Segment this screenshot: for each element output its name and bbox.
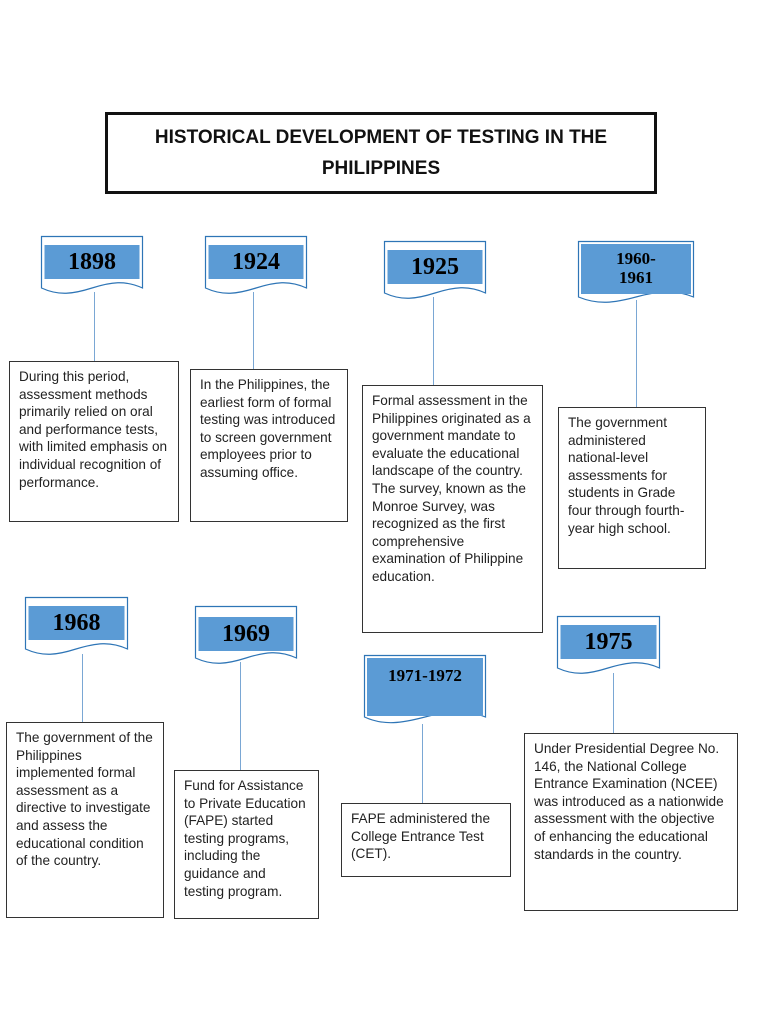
- year-flag-1924: [205, 236, 307, 296]
- connector-line: [82, 654, 83, 722]
- connector-line: [433, 297, 434, 385]
- event-card-1969: Fund for Assistance to Private Education (FAPE) started testing programs, including the guidance and testing program.: [174, 770, 319, 919]
- year-label: 1969: [222, 620, 270, 647]
- event-card-1975: Under Presidential Degree No. 146, the National College Entrance Examination (NCEE) was introduced as a nationwide assessment with the objective of enhancing the educational standards in the country.: [524, 733, 738, 911]
- year-label: 1925: [411, 253, 459, 280]
- year-flag-1960-1961: [578, 241, 694, 307]
- connector-line: [613, 673, 614, 733]
- year-label: 1898: [68, 248, 116, 275]
- year-flag-1898: [41, 236, 143, 296]
- event-card-1960-1961: The government administered national-level assessments for students in Grade four through fourth-year high school.: [558, 407, 706, 569]
- connector-line: [94, 292, 95, 361]
- year-flag-1969: [195, 606, 297, 666]
- event-card-1968: The government of the Philippines implemented formal assessment as a directive to investigate and assess the educational condition of the country.: [6, 722, 164, 918]
- page-title: HISTORICAL DEVELOPMENT OF TESTING IN THE PHILIPPINES: [105, 112, 657, 194]
- connector-line: [636, 300, 637, 407]
- event-card-1971-1972: FAPE administered the College Entrance Test (CET).: [341, 803, 511, 877]
- year-label: 1971-1972: [388, 665, 462, 685]
- event-card-1898: During this period, assessment methods primarily relied on oral and performance tests, with limited emphasis on individual recognition of performance.: [9, 361, 179, 522]
- year-label: 1968: [52, 609, 101, 636]
- year-flag-1971-1972: [364, 655, 486, 729]
- connector-line: [422, 724, 423, 803]
- connector-line: [240, 662, 241, 770]
- year-label: 1924: [232, 248, 280, 275]
- year-label: 1975: [584, 628, 633, 655]
- event-card-1925: Formal assessment in the Philippines originated as a government mandate to evaluate the educational landscape of the country. The survey, known as the Monroe Survey, was recognized as the first comprehensive examination of Philippine education.: [362, 385, 543, 633]
- connector-line: [253, 292, 254, 369]
- year-flag-1975: [557, 616, 660, 676]
- year-label: 1960- 1961: [616, 249, 656, 287]
- year-flag-1968: [25, 597, 128, 657]
- event-card-1924: In the Philippines, the earliest form of formal testing was introduced to screen government employees prior to assuming office.: [190, 369, 348, 522]
- year-flag-1925: [384, 241, 486, 301]
